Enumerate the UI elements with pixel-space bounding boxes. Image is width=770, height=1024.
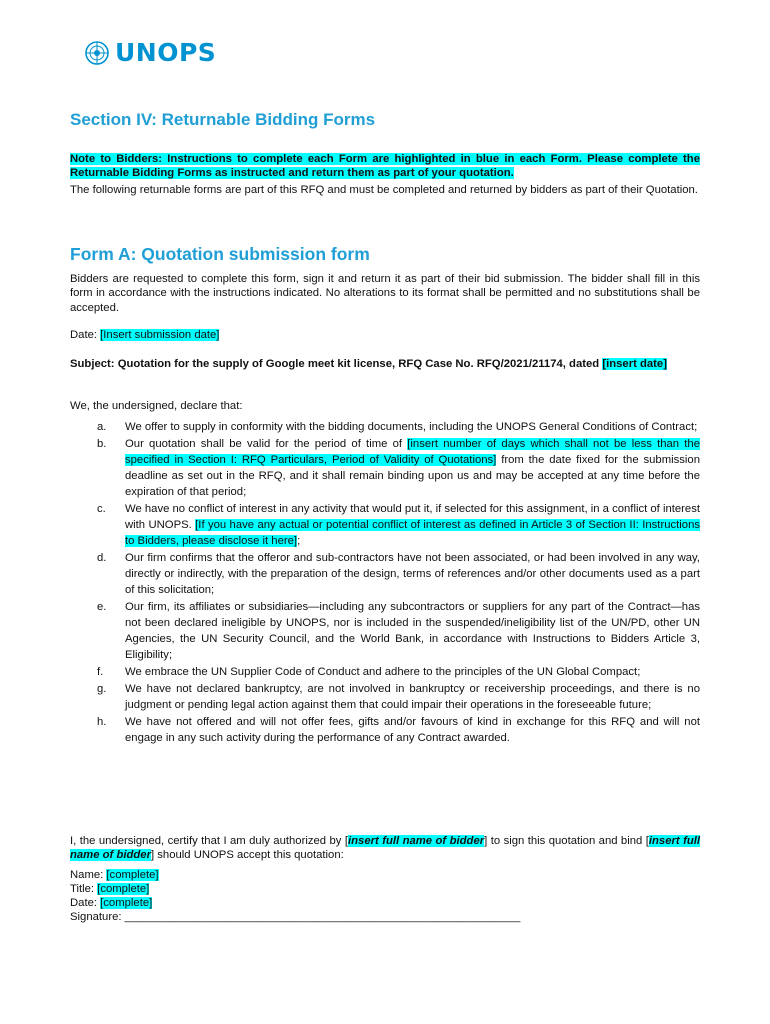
name-value: [complete] bbox=[106, 869, 159, 881]
item-letter: a. bbox=[97, 421, 107, 433]
item-letter: g. bbox=[97, 683, 107, 695]
item-letter: e. bbox=[97, 601, 107, 613]
form-title: Form A: Quotation submission form bbox=[70, 244, 370, 264]
item-text: Our firm confirms that the offeror and sub-contractors have not been associated, or had been involved in any way, directly or indirectly, with the preparation of the design, terms of references and/or other documents used as a part of this solicitation; bbox=[125, 552, 700, 596]
item-highlight: [If you have any actual or potential conflict of interest as defined in Article 3 of Section II: Instructions to Bidders, please disclose it here] bbox=[125, 519, 700, 547]
un-emblem-icon bbox=[84, 40, 110, 66]
item-letter: f. bbox=[97, 666, 104, 678]
signature-line: Signature: _______________________________________________________________ bbox=[70, 911, 521, 923]
date-value: [complete] bbox=[100, 897, 153, 909]
list-item bbox=[70, 599, 700, 663]
list-item bbox=[70, 681, 700, 713]
subject-line bbox=[70, 357, 700, 371]
item-letter: d. bbox=[97, 552, 107, 564]
declaration-list bbox=[70, 419, 700, 747]
list-item bbox=[70, 501, 700, 549]
item-text: We have not offered and will not offer fees, gifts and/or favours of kind in exchange for this RFQ and will not engage in any such activity during the performance of any Contract awarded. bbox=[125, 716, 700, 744]
list-item bbox=[70, 419, 700, 435]
unops-logo bbox=[84, 38, 216, 67]
form-intro: Bidders are requested to complete this form, sign it and return it as part of their bid submission. The bidder shall fill in this form in accordance with the instructions indicated. No alterations to its format shall be permitted and no substitutions shall be accepted. bbox=[70, 273, 700, 314]
signature-blank: _______________________________________________________________ bbox=[124, 911, 521, 923]
bidder-name-placeholder-2: insert full name of bidder bbox=[70, 835, 701, 862]
title-line: Title: [complete] bbox=[70, 883, 150, 895]
subject-text: Subject: Quotation for the supply of Google meet kit license, RFQ Case No. RFQ/2021/21174, dated bbox=[70, 358, 603, 370]
date-sign-line: Date: [complete] bbox=[70, 897, 153, 909]
list-item bbox=[70, 714, 700, 746]
list-item bbox=[70, 436, 700, 500]
name-line: Name: [complete] bbox=[70, 869, 159, 881]
item-text: We embrace the UN Supplier Code of Conduct and adhere to the principles of the UN Global Compact; bbox=[125, 666, 641, 678]
section-title: Section IV: Returnable Bidding Forms bbox=[70, 110, 376, 129]
certify-paragraph: I, the undersigned, certify that I am duly authorized by [insert full name of bidder] to sign this quotation and bind [insert full name of bidder] should UNOPS accept this quotation: bbox=[70, 835, 701, 862]
item-text: We have no conflict of interest in any activity that would put it, if selected for this assignment, in a conflict of interest with UNOPS. [If you have any actual or potential conflict of interest as defined in Article 3 of Section II: Instructions to Bidders, please disclose it here]; bbox=[125, 503, 700, 547]
item-letter: h. bbox=[97, 716, 107, 728]
bidder-name-placeholder: insert full name of bidder bbox=[348, 835, 485, 847]
declare-intro: We, the undersigned, declare that: bbox=[70, 400, 243, 412]
note-to-bidders bbox=[70, 152, 700, 181]
item-text: We offer to supply in conformity with the bidding documents, including the UNOPS General Conditions of Contract; bbox=[125, 421, 698, 433]
date-label: Date: bbox=[70, 329, 101, 341]
logo-text: UNOPS bbox=[115, 38, 217, 67]
item-text: Our firm, its affiliates or subsidiaries—including any subcontractors or suppliers for any part of the Contract—has not been declared ineligible by UNOPS, nor is included in the suspended/ineligibility list of the UN/PD, other UN Agencies, the UN Security Council, and the World Bank, in accordance with Instructions to Bidders Article 3, Eligibility; bbox=[125, 601, 700, 661]
item-text: Our quotation shall be valid for the period of time of [insert number of days which shall not be less than the specified in Section I: RFQ Particulars, Period of Validity of Quotations] from the date fixed for the submission deadline as set out in the RFQ, and it shall remain binding upon us and may be accepted at any time before the expiration of that period; bbox=[125, 438, 700, 498]
item-letter: c. bbox=[97, 503, 106, 515]
subject-date-placeholder: [insert date] bbox=[602, 358, 667, 370]
title-value: [complete] bbox=[97, 883, 150, 895]
item-letter: b. bbox=[97, 438, 107, 450]
list-item bbox=[70, 550, 700, 598]
item-highlight: [insert number of days which shall not be less than the specified in Section I: RFQ Particulars, Period of Validity of Quotations] bbox=[125, 438, 700, 466]
list-item bbox=[70, 664, 700, 680]
intro-paragraph: The following returnable forms are part of this RFQ and must be completed and returned by bidders as part of their Quotation. bbox=[70, 184, 698, 196]
item-text: We have not declared bankruptcy, are not involved in bankruptcy or receivership proceedings, and there is no judgment or pending legal action against them that could impair their operations in the foreseeable future; bbox=[125, 683, 700, 711]
date-line bbox=[70, 328, 700, 342]
date-placeholder: [Insert submission date] bbox=[100, 329, 220, 341]
note-highlight: Note to Bidders: Instructions to complete each Form are highlighted in blue in each Form. Please complete the Returnable Bidding Forms as instructed and return them as part of your quotation. bbox=[70, 153, 700, 180]
